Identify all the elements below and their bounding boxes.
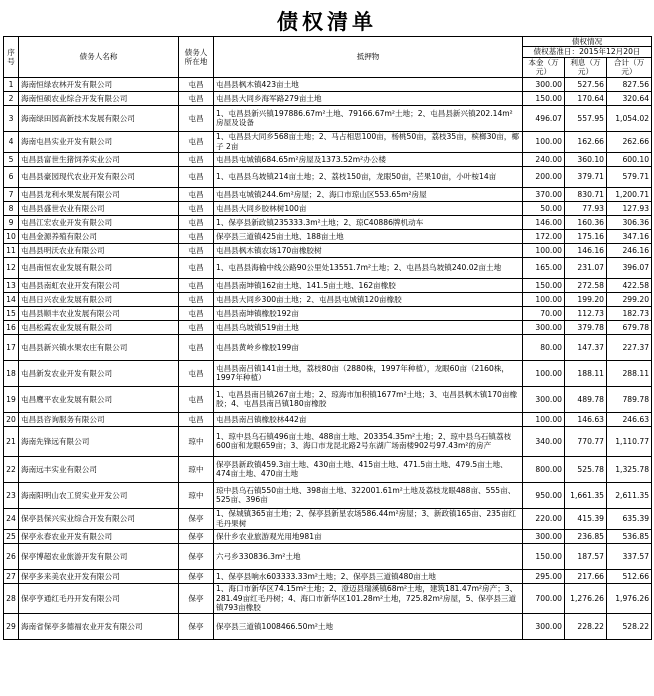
cell-collateral: 六弓乡330836.3m²土地 <box>214 543 523 569</box>
cell-debtor: 海南恒绿农林开发有限公司 <box>19 77 179 91</box>
cell-principal: 100.00 <box>523 292 565 306</box>
table-row <box>4 320 652 334</box>
cell-location: 屯昌 <box>179 412 214 426</box>
cell-seq: 24 <box>4 508 19 529</box>
cell-debtor: 屯昌县龙利水果发展有限公司 <box>19 187 179 201</box>
cell-total: 347.16 <box>607 229 652 243</box>
cell-location: 屯昌 <box>179 257 214 278</box>
cell-total: 337.57 <box>607 543 652 569</box>
cell-total: 512.66 <box>607 569 652 583</box>
table-row <box>4 257 652 278</box>
cell-seq: 29 <box>4 613 19 639</box>
cell-collateral: 屯昌县乌坡镇519亩土地 <box>214 320 523 334</box>
cell-location: 琼中 <box>179 482 214 508</box>
table-row <box>4 386 652 412</box>
table-row <box>4 292 652 306</box>
cell-principal: 295.00 <box>523 569 565 583</box>
cell-principal: 300.00 <box>523 77 565 91</box>
cell-debtor: 屯昌县盛世农业有限公司 <box>19 201 179 215</box>
cell-location: 屯昌 <box>179 292 214 306</box>
cell-collateral: 1、屯昌县南吕镇267亩土地；2、琼海市加积镇1677m²土地；3、屯昌县枫木镇170亩橡胶；4、屯昌县南吕镇180亩橡胶 <box>214 386 523 412</box>
cell-collateral: 屯昌县大同乡胶林树100亩 <box>214 201 523 215</box>
cell-seq: 15 <box>4 306 19 320</box>
cell-debtor: 屯昌县南虹农业开发有限公司 <box>19 278 179 292</box>
table-row <box>4 229 652 243</box>
cell-total: 396.07 <box>607 257 652 278</box>
cell-principal: 240.00 <box>523 152 565 166</box>
cell-debtor: 保亭多来美农业开发有限公司 <box>19 569 179 583</box>
cell-total: 679.78 <box>607 320 652 334</box>
header-base-date: 债权基准日：2015年12月20日 <box>523 47 652 57</box>
cell-interest: 527.56 <box>565 77 607 91</box>
cell-seq: 1 <box>4 77 19 91</box>
cell-seq: 3 <box>4 105 19 131</box>
cell-interest: 236.85 <box>565 529 607 543</box>
table-row <box>4 306 652 320</box>
cell-collateral: 屯昌县南坤镇橡胶192亩 <box>214 306 523 320</box>
cell-collateral: 1、屯昌县新兴镇197886.67m²土地、79166.67m²土地；2、屯昌县新兴镇202.14m²房屋及设备 <box>214 105 523 131</box>
cell-debtor: 海南省保亭多德福农业开发有限公司 <box>19 613 179 639</box>
cell-principal: 150.00 <box>523 543 565 569</box>
cell-interest: 160.36 <box>565 215 607 229</box>
cell-principal: 172.00 <box>523 229 565 243</box>
cell-collateral: 屯昌县南吕镇141亩土地，荔枝80亩（2880株，1997年种植），龙眼60亩（2160株，1997年种植） <box>214 360 523 386</box>
cell-total: 246.63 <box>607 412 652 426</box>
cell-total: 320.64 <box>607 91 652 105</box>
table-row <box>4 215 652 229</box>
cell-location: 保亭 <box>179 583 214 613</box>
cell-principal: 100.00 <box>523 360 565 386</box>
cell-seq: 22 <box>4 456 19 482</box>
cell-total: 600.10 <box>607 152 652 166</box>
table-row <box>4 412 652 426</box>
cell-collateral: 1、保城镇365亩土地；2、保亭县新星农场586.44m²房屋；3、新政镇165亩、235亩红毛丹果树 <box>214 508 523 529</box>
header-total: 合计（万元） <box>607 57 652 77</box>
cell-total: 579.71 <box>607 166 652 187</box>
cell-principal: 340.00 <box>523 426 565 456</box>
cell-location: 屯昌 <box>179 187 214 201</box>
cell-principal: 300.00 <box>523 386 565 412</box>
cell-interest: 557.95 <box>565 105 607 131</box>
cell-seq: 26 <box>4 543 19 569</box>
cell-seq: 2 <box>4 91 19 105</box>
cell-seq: 14 <box>4 292 19 306</box>
cell-collateral: 屯昌县黄岭乡橡胶199亩 <box>214 334 523 360</box>
cell-debtor: 海南恒硕农业综合开发有限公司 <box>19 91 179 105</box>
cell-collateral: 1、保亭县新政镇235333.3m²土地；2、琼C40886牌机动车 <box>214 215 523 229</box>
cell-debtor: 海南屯昌实业开发有限公司 <box>19 131 179 152</box>
cell-collateral: 屯昌县大同乡海军路279亩土地 <box>214 91 523 105</box>
cell-seq: 17 <box>4 334 19 360</box>
table-body <box>4 77 652 639</box>
cell-debtor: 屯昌金源养殖有限公司 <box>19 229 179 243</box>
table-row <box>4 152 652 166</box>
cell-seq: 10 <box>4 229 19 243</box>
cell-total: 1,110.77 <box>607 426 652 456</box>
cell-total: 1,200.71 <box>607 187 652 201</box>
cell-total: 827.56 <box>607 77 652 91</box>
cell-interest: 187.57 <box>565 543 607 569</box>
cell-debtor: 保亭亨通红毛丹开发有限公司 <box>19 583 179 613</box>
cell-seq: 25 <box>4 529 19 543</box>
cell-location: 屯昌 <box>179 334 214 360</box>
cell-debtor: 海南远丰实业有限公司 <box>19 456 179 482</box>
cell-debtor: 屯昌县新兴镇水果农庄有限公司 <box>19 334 179 360</box>
cell-seq: 12 <box>4 257 19 278</box>
cell-total: 1,976.26 <box>607 583 652 613</box>
cell-principal: 165.00 <box>523 257 565 278</box>
cell-interest: 770.77 <box>565 426 607 456</box>
cell-collateral: 屯昌县枫木镇423亩土地 <box>214 77 523 91</box>
table-row <box>4 360 652 386</box>
cell-location: 保亭 <box>179 508 214 529</box>
cell-location: 屯昌 <box>179 201 214 215</box>
cell-total: 306.36 <box>607 215 652 229</box>
cell-location: 屯昌 <box>179 105 214 131</box>
cell-principal: 300.00 <box>523 613 565 639</box>
cell-seq: 18 <box>4 360 19 386</box>
cell-debtor: 屯昌南恒农业发展有限公司 <box>19 257 179 278</box>
cell-interest: 146.16 <box>565 243 607 257</box>
cell-seq: 11 <box>4 243 19 257</box>
cell-total: 182.73 <box>607 306 652 320</box>
cell-collateral: 1、保亭县响水603333.33m²土地；2、保亭县三道镇480亩土地 <box>214 569 523 583</box>
cell-location: 屯昌 <box>179 215 214 229</box>
cell-debtor: 屯昌江宏农业开发有限公司 <box>19 215 179 229</box>
header-claim-group: 债权情况 <box>523 37 652 47</box>
cell-interest: 170.64 <box>565 91 607 105</box>
cell-debtor: 海南绿田园高新技术发展有限公司 <box>19 105 179 131</box>
cell-total: 227.37 <box>607 334 652 360</box>
cell-total: 262.66 <box>607 131 652 152</box>
cell-location: 屯昌 <box>179 166 214 187</box>
cell-location: 琼中 <box>179 456 214 482</box>
table-row <box>4 482 652 508</box>
cell-location: 保亭 <box>179 613 214 639</box>
cell-location: 屯昌 <box>179 386 214 412</box>
cell-collateral: 屯昌县南坤镇162亩土地、141.5亩土地、162亩橡胶 <box>214 278 523 292</box>
table-row <box>4 166 652 187</box>
cell-seq: 27 <box>4 569 19 583</box>
table-row <box>4 529 652 543</box>
cell-location: 保亭 <box>179 569 214 583</box>
cell-interest: 415.39 <box>565 508 607 529</box>
cell-location: 屯昌 <box>179 243 214 257</box>
cell-interest: 360.10 <box>565 152 607 166</box>
cell-principal: 950.00 <box>523 482 565 508</box>
cell-debtor: 屯昌鹰平农业发展有限公司 <box>19 386 179 412</box>
cell-principal: 70.00 <box>523 306 565 320</box>
cell-location: 保亭 <box>179 543 214 569</box>
cell-collateral: 屯昌县屯城镇244.6m²房屋；2、海口市琼山区553.65m²房屋 <box>214 187 523 201</box>
header-collateral: 抵押物 <box>214 37 523 78</box>
cell-interest: 162.66 <box>565 131 607 152</box>
cell-debtor: 屯昌日兴农业发展有限公司 <box>19 292 179 306</box>
cell-interest: 146.63 <box>565 412 607 426</box>
cell-interest: 1,661.35 <box>565 482 607 508</box>
cell-collateral: 1、屯昌县乌坡镇214亩土地；2、荔枝150亩，龙眼50亩，芒果10亩，小叶桉14亩 <box>214 166 523 187</box>
cell-seq: 19 <box>4 386 19 412</box>
cell-interest: 188.11 <box>565 360 607 386</box>
cell-seq: 4 <box>4 131 19 152</box>
cell-total: 299.20 <box>607 292 652 306</box>
cell-principal: 300.00 <box>523 320 565 334</box>
cell-interest: 199.20 <box>565 292 607 306</box>
cell-seq: 28 <box>4 583 19 613</box>
cell-debtor: 屯昌松霞农业发展有限公司 <box>19 320 179 334</box>
cell-interest: 228.22 <box>565 613 607 639</box>
cell-location: 屯昌 <box>179 360 214 386</box>
cell-seq: 7 <box>4 187 19 201</box>
cell-principal: 146.00 <box>523 215 565 229</box>
cell-location: 屯昌 <box>179 152 214 166</box>
cell-debtor: 保亭县保兴实业综合开发有限公司 <box>19 508 179 529</box>
cell-principal: 496.07 <box>523 105 565 131</box>
cell-seq: 8 <box>4 201 19 215</box>
cell-principal: 150.00 <box>523 278 565 292</box>
cell-collateral: 屯昌县枫木镇农场170亩橡胶树 <box>214 243 523 257</box>
cell-interest: 525.78 <box>565 456 607 482</box>
cell-principal: 370.00 <box>523 187 565 201</box>
table-row <box>4 426 652 456</box>
cell-location: 屯昌 <box>179 91 214 105</box>
cell-total: 536.85 <box>607 529 652 543</box>
cell-total: 2,611.35 <box>607 482 652 508</box>
header-interest: 利息（万元） <box>565 57 607 77</box>
cell-interest: 1,276.26 <box>565 583 607 613</box>
cell-collateral: 1、屯昌县海榆中线公路90公里处13551.7m²土地；2、屯昌县乌坡镇240.02亩土地 <box>214 257 523 278</box>
cell-total: 246.16 <box>607 243 652 257</box>
cell-collateral: 保亭县新政镇459.3亩土地、430亩土地、415亩土地、471.5亩土地、479.5亩土地、474亩土地、470亩土地 <box>214 456 523 482</box>
cell-debtor: 屯昌县豪园现代农业开发有限公司 <box>19 166 179 187</box>
cell-interest: 147.37 <box>565 334 607 360</box>
table-row <box>4 543 652 569</box>
cell-collateral: 屯昌县南吕镇橡胶林442亩 <box>214 412 523 426</box>
cell-location: 屯昌 <box>179 229 214 243</box>
cell-interest: 379.78 <box>565 320 607 334</box>
cell-collateral: 1、屯昌县大同乡568亩土地；2、马占相思100亩，杨桃50亩，荔枝35亩，槟榔30亩，椰子 2亩 <box>214 131 523 152</box>
cell-principal: 50.00 <box>523 201 565 215</box>
cell-total: 528.22 <box>607 613 652 639</box>
cell-total: 288.11 <box>607 360 652 386</box>
cell-debtor: 屯昌新发农业开发有限公司 <box>19 360 179 386</box>
cell-seq: 21 <box>4 426 19 456</box>
table-row <box>4 243 652 257</box>
table-row <box>4 91 652 105</box>
cell-collateral: 保亭县三道镇1008466.50m²土地 <box>214 613 523 639</box>
table-row <box>4 613 652 639</box>
table-row <box>4 569 652 583</box>
cell-principal: 100.00 <box>523 131 565 152</box>
cell-seq: 6 <box>4 166 19 187</box>
cell-total: 1,325.78 <box>607 456 652 482</box>
table-row <box>4 278 652 292</box>
cell-principal: 700.00 <box>523 583 565 613</box>
cell-principal: 800.00 <box>523 456 565 482</box>
cell-location: 屯昌 <box>179 306 214 320</box>
header-location: 债务人所在地 <box>179 37 214 78</box>
cell-seq: 20 <box>4 412 19 426</box>
cell-interest: 830.71 <box>565 187 607 201</box>
page-title: 债权清单 <box>277 9 377 34</box>
cell-seq: 5 <box>4 152 19 166</box>
cell-interest: 175.16 <box>565 229 607 243</box>
cell-debtor: 屯昌县顺丰农业发展有限公司 <box>19 306 179 320</box>
cell-total: 1,054.02 <box>607 105 652 131</box>
cell-debtor: 保亭博超农业旅游开发有限公司 <box>19 543 179 569</box>
cell-principal: 100.00 <box>523 243 565 257</box>
cell-location: 屯昌 <box>179 131 214 152</box>
table-row <box>4 583 652 613</box>
cell-principal: 80.00 <box>523 334 565 360</box>
cell-collateral: 保什乡农业旅游观光用地981亩 <box>214 529 523 543</box>
cell-interest: 231.07 <box>565 257 607 278</box>
cell-debtor: 海南阳明山农工贸实业开发公司 <box>19 482 179 508</box>
cell-principal: 300.00 <box>523 529 565 543</box>
cell-total: 127.93 <box>607 201 652 215</box>
cell-seq: 13 <box>4 278 19 292</box>
cell-total: 635.39 <box>607 508 652 529</box>
cell-seq: 16 <box>4 320 19 334</box>
cell-collateral: 保亭县三道镇425亩土地、188亩土地 <box>214 229 523 243</box>
cell-principal: 200.00 <box>523 166 565 187</box>
cell-principal: 150.00 <box>523 91 565 105</box>
cell-location: 保亭 <box>179 529 214 543</box>
cell-debtor: 屯昌县明沃农业有限公司 <box>19 243 179 257</box>
claims-table <box>3 36 652 640</box>
cell-collateral: 1、海口市新华区74.15m²土地；2、澄迈县瑞溪镇68m²土地，建筑181.47m²房产；3、281.49亩红毛丹树；4、海口市新华区101.28m²土地，725.82m²房屋，5、保亭县三道镇793亩橡胶 <box>214 583 523 613</box>
table-header <box>4 37 652 78</box>
cell-interest: 489.78 <box>565 386 607 412</box>
header-seq: 序号 <box>4 37 19 78</box>
cell-interest: 379.71 <box>565 166 607 187</box>
table-row <box>4 334 652 360</box>
cell-collateral: 琼中县乌石镇550亩土地、398亩土地、322001.61m²土地及荔枝龙眼488亩、555亩、525亩、396亩 <box>214 482 523 508</box>
cell-collateral: 屯昌县大同乡300亩土地；2、屯昌县屯城镇120亩橡胶 <box>214 292 523 306</box>
cell-total: 422.58 <box>607 278 652 292</box>
cell-interest: 272.58 <box>565 278 607 292</box>
cell-debtor: 保亭永春农业开发有限公司 <box>19 529 179 543</box>
cell-debtor: 海南先锋远有限公司 <box>19 426 179 456</box>
table-row <box>4 77 652 91</box>
cell-collateral: 1、琼中县乌石镇496亩土地、488亩土地、203354.35m²土地；2、琼中县乌石镇荔枝600亩和龙眼659亩；3、海口市龙昆北路2号东湖广场南楼902号97.43m²的房产 <box>214 426 523 456</box>
cell-interest: 112.73 <box>565 306 607 320</box>
table-row <box>4 508 652 529</box>
cell-location: 屯昌 <box>179 278 214 292</box>
header-principal: 本金（万元） <box>523 57 565 77</box>
cell-principal: 100.00 <box>523 412 565 426</box>
cell-seq: 23 <box>4 482 19 508</box>
table-row <box>4 201 652 215</box>
cell-total: 789.78 <box>607 386 652 412</box>
cell-location: 屯昌 <box>179 320 214 334</box>
header-debtor: 债务人名称 <box>19 37 179 78</box>
cell-interest: 217.66 <box>565 569 607 583</box>
table-row <box>4 456 652 482</box>
table-row <box>4 131 652 152</box>
cell-principal: 220.00 <box>523 508 565 529</box>
table-row <box>4 105 652 131</box>
cell-location: 琼中 <box>179 426 214 456</box>
table-row <box>4 187 652 201</box>
cell-collateral: 屯昌县屯城镇684.65m²房屋及1373.52m²办公楼 <box>214 152 523 166</box>
cell-debtor: 屯昌县咨询服务有限公司 <box>19 412 179 426</box>
cell-seq: 9 <box>4 215 19 229</box>
cell-location: 屯昌 <box>179 77 214 91</box>
cell-interest: 77.93 <box>565 201 607 215</box>
cell-debtor: 屯昌县富世生猪饲养实业公司 <box>19 152 179 166</box>
